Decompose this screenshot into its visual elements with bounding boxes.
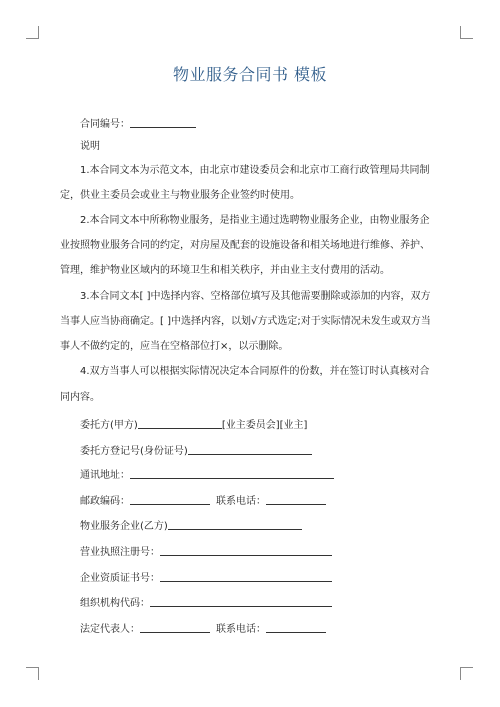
client-label: 委托方(甲方) (80, 420, 138, 431)
paragraph-2-line-1: 2.本合同文本中所称物业服务，是指业主通过选聘物业服务企业，由物业服务企 (80, 215, 430, 226)
crop-mark-top-left (26, 26, 39, 39)
legal-rep-label: 法定代表人： (80, 624, 140, 635)
crop-mark-top-right (460, 26, 473, 39)
crop-mark-bottom-left (26, 667, 39, 680)
client-reg-label: 委托方登记号(身份证号) (80, 446, 188, 457)
phone-blank-2[interactable] (266, 621, 326, 633)
crop-mark-bottom-right (460, 667, 473, 680)
license-label: 营业执照注册号： (80, 547, 160, 558)
paragraph-4-line-1: 4.双方当事人可以根据实际情况决定本合同原件的份数，并在签订时认真核对合 (80, 366, 430, 377)
company-blank[interactable] (168, 518, 302, 530)
qualification-blank[interactable] (160, 570, 332, 582)
address-label: 通讯地址： (80, 470, 130, 481)
explain-heading: 说明 (80, 141, 100, 152)
contract-number-line (80, 116, 196, 132)
client-reg-line (80, 443, 312, 459)
postcode-blank[interactable] (130, 493, 210, 505)
paragraph-2-line-3: 管理，维护物业区域内的环境卫生和相关秩序，并由业主支付费用的活动。 (60, 265, 390, 276)
address-line (80, 467, 334, 483)
paragraph-4-line-2: 同内容。 (60, 392, 100, 403)
org-code-label: 组织机构代码： (80, 598, 150, 609)
paragraph-3-line-3: 事人不做约定的，应当在空格部位打×，以示删除。 (60, 341, 289, 352)
legal-rep-blank[interactable] (140, 621, 210, 633)
org-code-blank[interactable] (150, 595, 332, 607)
contract-number-blank[interactable] (130, 116, 196, 128)
license-blank[interactable] (160, 544, 332, 556)
phone-label-2: 联系电话： (216, 624, 266, 635)
client-blank[interactable] (138, 417, 222, 429)
contract-number-label: 合同编号： (80, 119, 130, 130)
qualification-label: 企业资质证书号： (80, 573, 160, 584)
org-code-line (80, 595, 332, 611)
company-line (80, 518, 302, 534)
client-reg-blank[interactable] (188, 443, 312, 455)
postcode-label: 邮政编码： (80, 496, 130, 507)
paragraph-2-line-2: 业按照物业服务合同的约定，对房屋及配套的设施设备和相关场地进行维修、养护、 (60, 240, 430, 251)
paragraph-1-line-2: 定，供业主委员会或业主与物业服务企业签约时使用。 (60, 190, 300, 201)
postcode-phone-line (80, 493, 326, 509)
paragraph-3-line-1: 3.本合同文本[ ]中选择内容、空格部位填写及其他需要删除或添加的内容，双方 (80, 291, 431, 302)
company-label: 物业服务企业(乙方) (80, 521, 168, 532)
phone-blank[interactable] (266, 493, 326, 505)
address-blank[interactable] (130, 467, 334, 479)
client-line (80, 417, 307, 433)
qualification-line (80, 570, 332, 586)
paragraph-3-line-2: 当事人应当协商确定。[ ]中选择内容，以划√方式选定;对于实际情况未发生或双方当 (60, 316, 431, 327)
document-title: 物业服务合同书 模板 (172, 65, 328, 84)
license-line (80, 544, 332, 560)
legal-rep-line (80, 621, 326, 637)
paragraph-1-line-1: 1.本合同文本为示范文本，由北京市建设委员会和北京市工商行政管理局共同制 (80, 165, 430, 176)
client-options: [业主委员会][业主] (221, 420, 308, 431)
phone-label: 联系电话： (216, 496, 266, 507)
